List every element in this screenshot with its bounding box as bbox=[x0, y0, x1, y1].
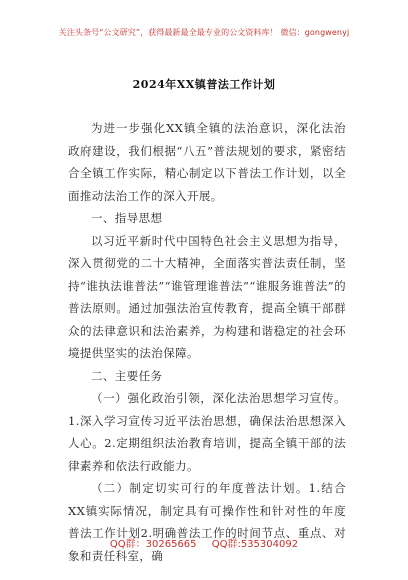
promo-banner: 关注头条号“公文研究”，获得最新最全最专业的公文资料库！ 微信：gongwenyj bbox=[58, 28, 350, 37]
paragraph-task-2: （二）制定切实可行的年度普法计划。1.结合XX镇实际情况，制定具有可操作性和针对性的年度普法工作计划2.明确普法工作的时间节点、重点、对象和责任科室，确 bbox=[68, 481, 346, 563]
footer-qq-group-2: QQ群:535304092 bbox=[211, 539, 299, 550]
section-heading-main-tasks: 二、主要任务 bbox=[91, 368, 163, 383]
document-body bbox=[68, 117, 346, 567]
paragraph-task-1: （一）强化政治引领，深化法治思想学习宣传。1.深入学习宣传习近平法治思想，确保法治思想深入人心。2.定期组织法治教育培训，提高全镇干部的法律素养和依法行政能力。 bbox=[68, 391, 346, 473]
footer-qq-group-1: QQ群：30265665 bbox=[109, 539, 197, 550]
document-title: 2024年XX镇普法工作计划 bbox=[132, 78, 276, 91]
paragraph-guiding-ideology: 以习近平新时代中国特色社会主义思想为指导，深入贯彻党的二十大精神，全面落实普法责任制，坚持“谁执法谁普法”“谁管理谁普法”“谁服务谁普法”的普法原则。通过加强法治宣传教育，提高全镇干部群众的法律意识和法治素养，为构建和谐稳定的社会环境提供坚实的法治保障。 bbox=[68, 233, 346, 360]
footer-contacts bbox=[0, 535, 408, 550]
paragraph-intro: 为进一步强化XX镇全镇的法治意识，深化法治政府建设，我们根据“八五”普法规划的要求，紧密结合全镇工作实际，精心制定以下普法工作计划，以全面推动法治工作的深入开展。 bbox=[68, 121, 346, 203]
section-heading-guiding-ideology: 一、指导思想 bbox=[91, 211, 163, 225]
